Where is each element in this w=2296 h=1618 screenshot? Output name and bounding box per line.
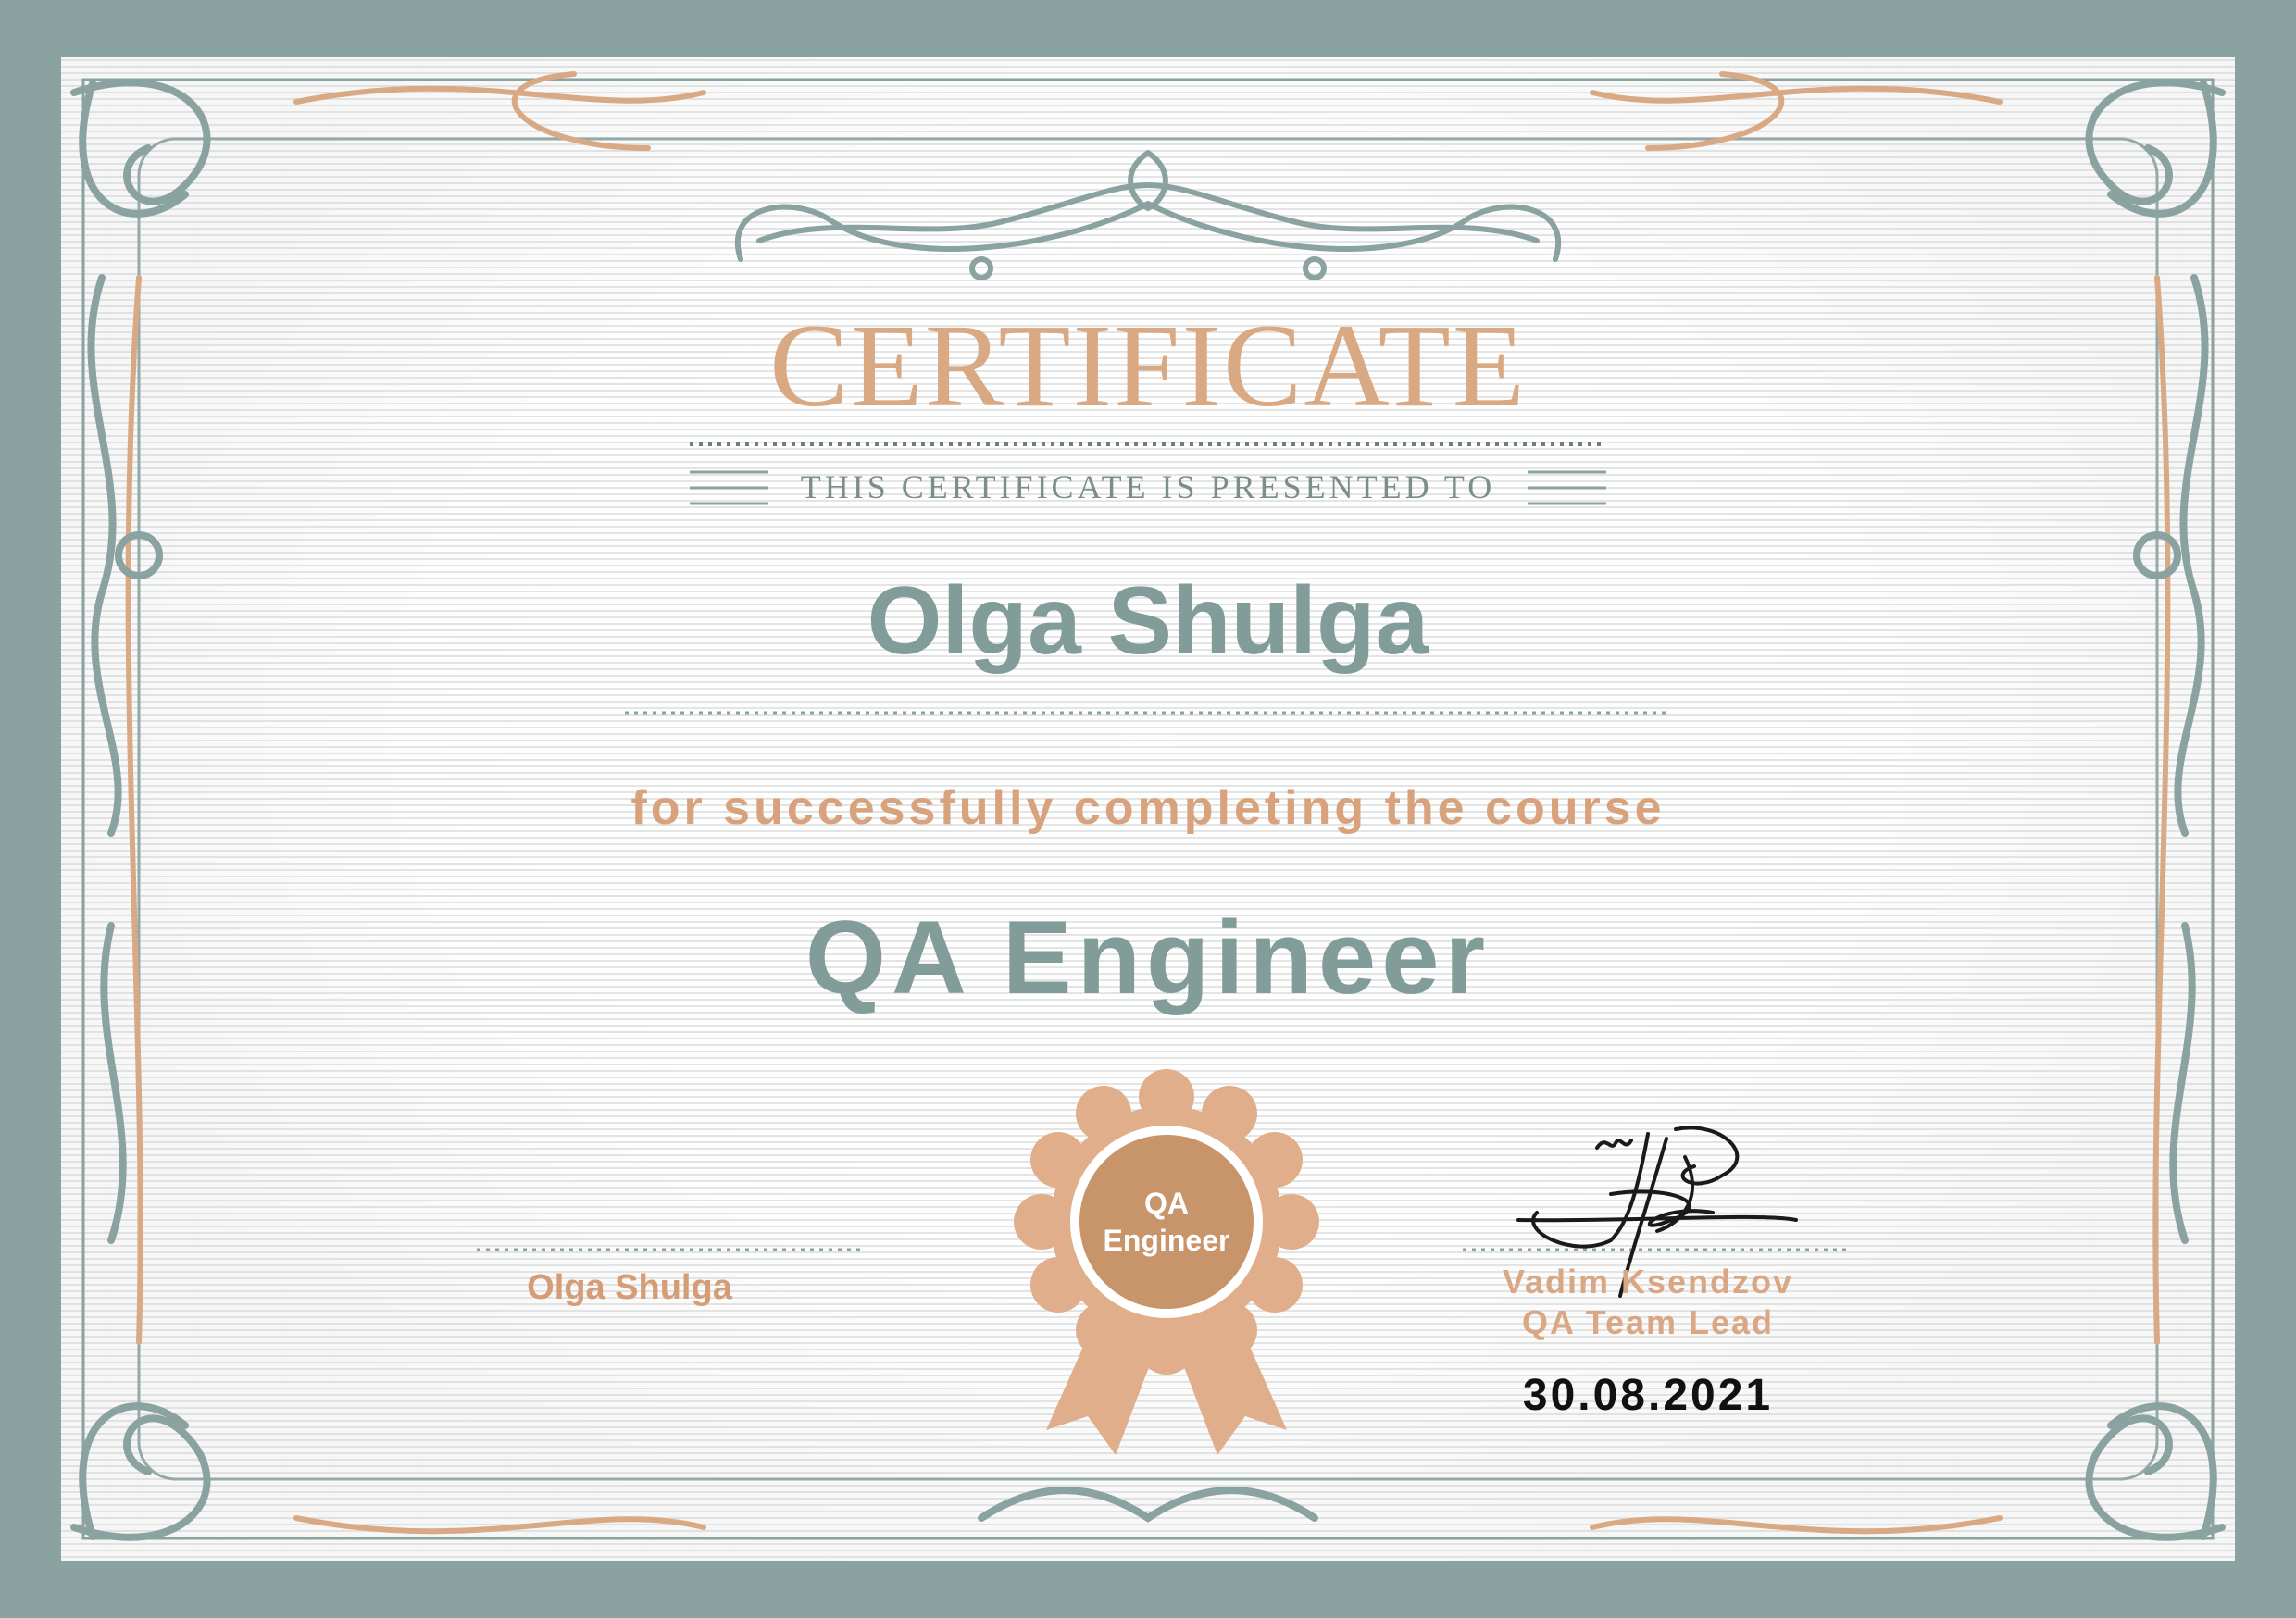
recipient-signature-name: Olga Shulga xyxy=(527,1268,732,1307)
seal-badge xyxy=(1074,1185,1259,1259)
seal-line-2: Engineer xyxy=(1103,1224,1230,1257)
signer-name: Vadim Ksendzov xyxy=(1502,1263,1794,1301)
certificate-subtitle: THIS CERTIFICATE IS PRESENTED TO xyxy=(800,468,1496,505)
recipient-name: Olga Shulga xyxy=(867,567,1429,675)
issue-date: 30.08.2021 xyxy=(1522,1371,1774,1420)
achievement-text: for successfully completing the course xyxy=(630,781,1666,835)
course-name: QA Engineer xyxy=(805,900,1491,1015)
certificate-title: CERTIFICATE xyxy=(769,300,1527,431)
seal-line-1: QA xyxy=(1144,1187,1189,1220)
signer-title: QA Team Lead xyxy=(1521,1303,1775,1341)
